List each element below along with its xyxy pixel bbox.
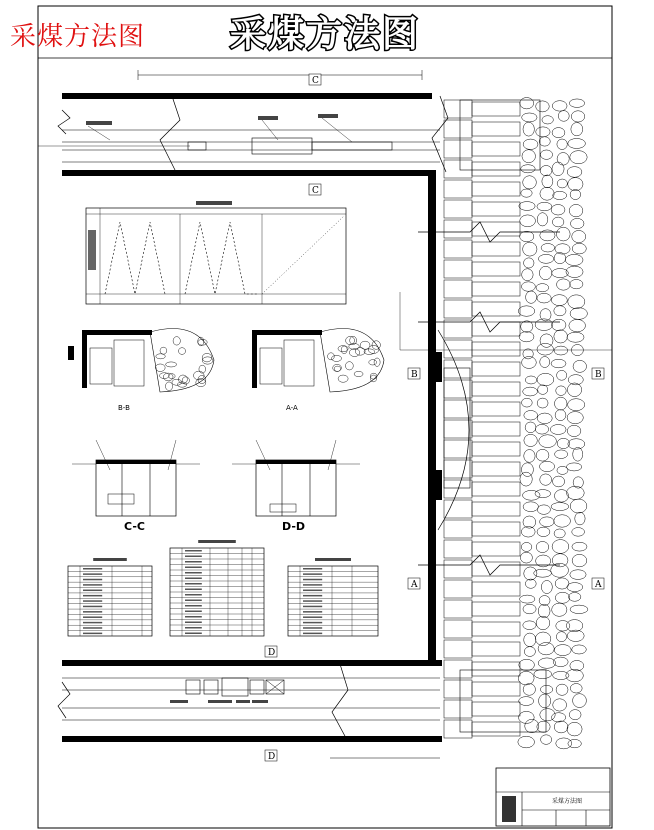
rock [570, 308, 587, 320]
rock [551, 295, 567, 306]
rock [332, 355, 342, 361]
rock [524, 647, 535, 657]
rock [554, 529, 565, 538]
rock [570, 605, 588, 613]
rock [569, 710, 581, 720]
rock [570, 279, 583, 288]
rock [537, 343, 554, 355]
rock [568, 295, 585, 309]
rock [553, 191, 567, 199]
rock [524, 450, 535, 463]
rock [522, 150, 536, 163]
rock [552, 217, 563, 227]
rock [570, 684, 582, 693]
rock [555, 450, 568, 459]
marker-bottom-d: D [268, 752, 276, 762]
rock [524, 633, 536, 647]
rock [519, 659, 535, 670]
rock [522, 269, 533, 281]
rock [568, 739, 581, 747]
rock [572, 243, 586, 254]
rock [539, 266, 551, 279]
rock [520, 595, 535, 603]
rock [572, 554, 587, 567]
title-block-drawing-name: 采煤方法图 [552, 798, 583, 805]
rock [369, 360, 377, 365]
rock [570, 499, 587, 513]
rock [570, 570, 586, 580]
rock [520, 215, 536, 227]
rock [556, 632, 566, 642]
support-unit [444, 560, 520, 578]
cycle-chart [86, 201, 346, 304]
rock [521, 321, 533, 333]
rock [538, 658, 555, 668]
rock [569, 99, 584, 107]
rock [541, 580, 552, 593]
rock [556, 684, 568, 695]
rock [552, 101, 567, 111]
rock [557, 370, 567, 380]
rock [537, 413, 552, 424]
support-unit [444, 600, 520, 618]
rock [202, 357, 213, 364]
rock [552, 162, 564, 176]
rock [523, 502, 538, 512]
rock [540, 187, 554, 200]
rock [539, 137, 550, 146]
rock [554, 721, 568, 733]
main-title-logo [225, 8, 425, 56]
rock [521, 282, 535, 292]
rock [518, 671, 534, 685]
rock [523, 621, 536, 630]
rock [338, 375, 348, 382]
equipment-tables [68, 540, 378, 636]
support-unit [444, 380, 520, 398]
rock [372, 341, 380, 350]
rock [573, 447, 583, 461]
rock [524, 434, 537, 446]
rock [524, 258, 534, 268]
main-title-text: 采煤方法图 [229, 14, 421, 55]
rock [535, 632, 550, 646]
rock [521, 542, 532, 551]
rock [520, 231, 534, 242]
rock [569, 204, 583, 216]
rock [537, 527, 550, 537]
rock [338, 346, 348, 352]
support-unit [444, 220, 520, 238]
rock [520, 552, 532, 563]
rock [565, 254, 583, 265]
rock [540, 474, 552, 485]
rock [523, 139, 538, 149]
rock [522, 113, 537, 122]
marker-mid-c: C [312, 186, 319, 196]
support-unit [444, 160, 520, 178]
section-label-bb: B-B [118, 404, 130, 412]
rock [537, 202, 552, 211]
rock [556, 386, 566, 396]
rock [539, 435, 557, 448]
longwall-face [400, 170, 612, 664]
rock [163, 373, 173, 381]
rock [155, 364, 165, 372]
rock [524, 411, 538, 421]
rock [525, 376, 536, 384]
rock [554, 490, 568, 503]
rock [523, 349, 533, 359]
rock [202, 353, 212, 362]
rock [537, 213, 548, 226]
rock [523, 176, 537, 189]
rock [554, 253, 566, 264]
rock [536, 101, 550, 112]
rock [568, 139, 586, 149]
rock [525, 422, 536, 433]
rock [553, 476, 565, 487]
rock [554, 330, 568, 343]
support-unit [444, 460, 520, 478]
rock [541, 735, 552, 745]
rock [526, 291, 537, 303]
section-label-cc: C-C [124, 520, 145, 533]
rock [539, 694, 551, 708]
rock [542, 116, 553, 124]
support-unit [444, 420, 520, 438]
support-unit [444, 100, 520, 118]
support-unit [444, 440, 520, 458]
rock [536, 284, 549, 292]
rock [173, 337, 180, 345]
support-unit [444, 720, 520, 738]
rock [542, 175, 553, 188]
rock [166, 362, 177, 367]
rock [523, 604, 536, 614]
support-unit [444, 480, 520, 498]
rock [535, 424, 548, 434]
rock [540, 357, 550, 368]
rock [554, 346, 568, 355]
red-caption-title: 采煤方法图 [10, 22, 146, 52]
rock [341, 346, 347, 354]
section-bb [68, 329, 214, 393]
support-unit [444, 540, 520, 558]
rock [570, 151, 587, 164]
support-unit [444, 700, 520, 718]
rock [566, 463, 581, 471]
rock [557, 279, 571, 290]
support-unit [444, 640, 520, 658]
support-unit [444, 260, 520, 278]
rock [555, 397, 567, 410]
rock [537, 398, 548, 408]
rock [349, 349, 359, 357]
rock [540, 150, 552, 159]
rock [551, 563, 569, 577]
rock [555, 592, 569, 603]
rock [524, 567, 537, 580]
top-roadway [38, 70, 448, 176]
rock [521, 463, 533, 477]
rock [567, 583, 583, 592]
rock [345, 362, 353, 370]
rock [555, 410, 566, 421]
rock [540, 685, 552, 693]
rock [568, 399, 585, 411]
rock [523, 684, 535, 696]
rock [540, 230, 555, 241]
rock [552, 128, 565, 138]
rock [556, 227, 570, 241]
support-unit [444, 360, 520, 378]
support-unit [444, 280, 520, 298]
rock [355, 348, 365, 356]
marker-right-a: A [595, 580, 602, 590]
rock [575, 512, 585, 525]
rock [567, 486, 585, 499]
rock [538, 604, 550, 618]
rock [569, 593, 581, 602]
rock [541, 244, 555, 252]
rock [538, 642, 554, 654]
rock [518, 306, 534, 316]
rock [520, 98, 534, 109]
rock [567, 425, 581, 436]
rock [537, 505, 550, 514]
marker-top-c: C [312, 76, 319, 86]
rock [522, 356, 537, 368]
drawing-frame [38, 6, 612, 828]
rock [160, 373, 170, 379]
section-label-aa: A-A [286, 404, 298, 412]
support-unit [444, 400, 520, 418]
support-unit [444, 620, 520, 638]
support-unit [444, 680, 520, 698]
caved-rock-zone [518, 98, 588, 749]
rock [557, 153, 569, 166]
rock [553, 699, 567, 711]
rock [177, 382, 186, 387]
rock [550, 425, 566, 435]
rock [182, 377, 189, 384]
rock [569, 319, 586, 331]
rock [518, 736, 535, 748]
rock [537, 293, 551, 303]
support-unit [444, 660, 520, 678]
rock [568, 375, 583, 385]
rock [571, 123, 583, 136]
marker-right-b: B [595, 370, 602, 380]
rock [534, 569, 552, 577]
section-dd [232, 440, 360, 516]
rock [554, 306, 566, 316]
rock [535, 490, 551, 498]
rock [536, 616, 549, 630]
section-label-dd: D-D [282, 520, 306, 533]
rock [156, 354, 165, 359]
rock [536, 127, 550, 137]
rock [558, 111, 569, 122]
rock [523, 242, 537, 256]
rock [540, 461, 555, 471]
rock [523, 490, 541, 500]
rock [572, 542, 587, 551]
rock [534, 670, 552, 679]
rock [536, 449, 549, 461]
rock [551, 359, 566, 368]
rock [523, 387, 538, 396]
rock [555, 244, 570, 254]
rock [521, 189, 532, 197]
table [68, 558, 152, 636]
rock [519, 332, 534, 342]
support-unit [444, 140, 520, 158]
rock [519, 202, 535, 211]
rock [557, 179, 567, 188]
rock [554, 515, 571, 527]
rock [567, 412, 583, 424]
rock [573, 360, 586, 372]
rock [179, 375, 188, 384]
rock [540, 166, 552, 176]
rock [537, 373, 554, 386]
rock [160, 347, 167, 354]
rock [557, 139, 567, 149]
rock [572, 230, 586, 242]
support-unit [444, 500, 520, 518]
support-unit [444, 320, 520, 338]
table [288, 558, 378, 636]
marker-mid-d: D [268, 648, 276, 658]
section-aa [252, 329, 384, 393]
rock [552, 540, 569, 554]
rock [570, 218, 584, 228]
rock [572, 645, 587, 654]
title-block [496, 768, 610, 826]
rock [536, 541, 549, 552]
rock [556, 738, 572, 749]
rock [573, 694, 587, 708]
rock [522, 398, 533, 407]
support-unit [444, 120, 520, 138]
rock [566, 266, 583, 277]
rock [538, 385, 548, 394]
support-unit [444, 580, 520, 598]
rock [520, 472, 532, 486]
rock [568, 178, 583, 191]
rock [567, 332, 584, 342]
rock [551, 205, 565, 215]
rock [551, 503, 569, 511]
marker-left-b: B [411, 370, 418, 380]
support-unit [444, 520, 520, 538]
section-rock-fill [155, 336, 380, 390]
rock [566, 669, 584, 682]
support-unit [444, 240, 520, 258]
rock [521, 165, 535, 173]
table [170, 540, 264, 636]
rock [540, 517, 554, 527]
rock [178, 348, 185, 355]
rock [165, 382, 172, 391]
rock [523, 122, 534, 136]
rock [538, 254, 553, 263]
rock [519, 697, 534, 706]
rock [552, 319, 566, 330]
rock [554, 645, 571, 656]
support-unit [444, 340, 520, 358]
rock [552, 603, 567, 616]
support-unit [444, 200, 520, 218]
rock [354, 371, 363, 376]
rock [567, 722, 582, 736]
rock [328, 353, 335, 360]
rock [572, 528, 585, 537]
section-cc [72, 440, 200, 516]
rock [567, 167, 582, 178]
marker-left-a: A [411, 580, 418, 590]
rock [552, 713, 566, 722]
rock [334, 366, 341, 371]
rock [525, 579, 536, 588]
rock [374, 358, 380, 366]
rock [571, 111, 584, 122]
support-unit [444, 180, 520, 198]
